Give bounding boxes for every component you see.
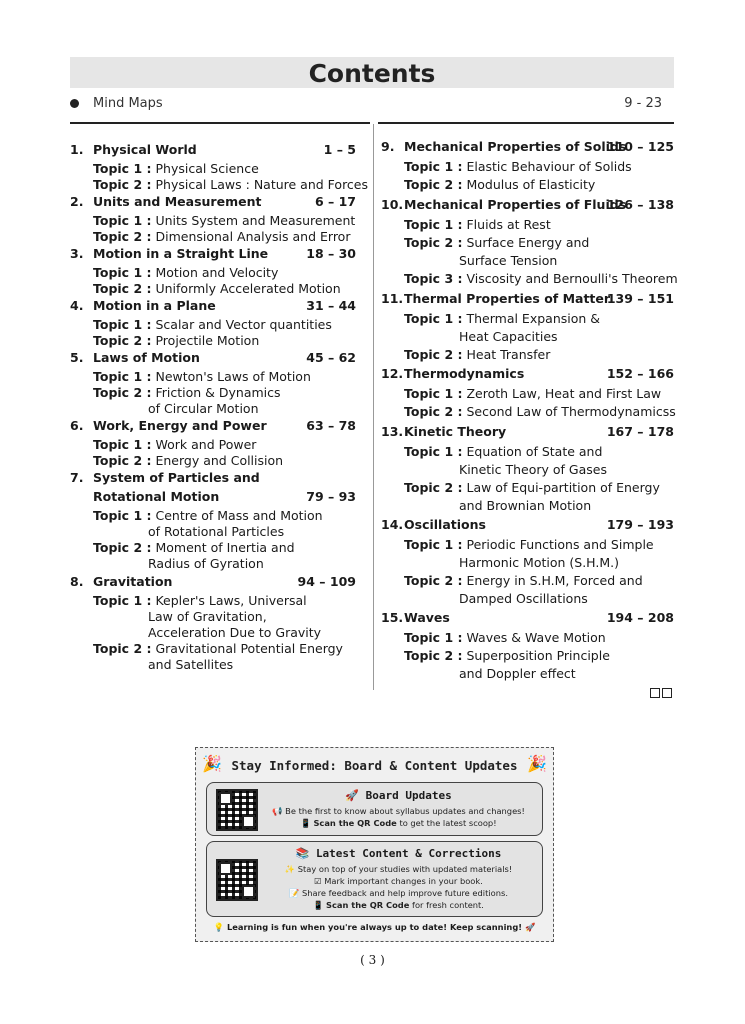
- topic-label: Topic 2 :: [404, 404, 463, 419]
- topic-text: Dimensional Analysis and Error: [155, 229, 351, 244]
- content-updates-line: ✨ Stay on top of your studies with updated materials!: [284, 864, 513, 874]
- topic-text: Physical Laws : Nature and Forces: [155, 177, 369, 192]
- topic-line[interactable]: [93, 540, 295, 556]
- chapter-pages: 194 – 208: [606, 610, 674, 625]
- topic-text-continued: Harmonic Motion (S.H.M.): [459, 555, 619, 570]
- topic-text-continued: Surface Tension: [459, 253, 558, 268]
- bullet-icon: [70, 99, 79, 108]
- chapter-name: Waves: [404, 610, 450, 625]
- chapter-number: 4.: [70, 298, 84, 313]
- chapter-name: Kinetic Theory: [404, 424, 507, 439]
- topic-label: Topic 2 :: [93, 229, 152, 244]
- content-updates-line: ☑ Mark important changes in your book.: [314, 876, 483, 886]
- box-glyph-icon: [650, 688, 660, 698]
- topic-label: Topic 1 :: [93, 593, 152, 608]
- chapter-heading[interactable]: [70, 246, 356, 262]
- topic-text: Centre of Mass and Motion: [155, 508, 323, 523]
- topic-line[interactable]: [404, 444, 602, 460]
- chapter-name: Mechanical Properties of Fluids: [404, 197, 627, 212]
- chapter-name: Work, Energy and Power: [93, 418, 267, 433]
- topic-label: Topic 1 :: [93, 369, 152, 384]
- chapter-pages: 79 – 93: [306, 489, 356, 504]
- topic-label: Topic 2 :: [404, 235, 463, 250]
- topic-text-continued: Acceleration Due to Gravity: [148, 625, 322, 640]
- topic-label: Topic 1 :: [404, 630, 463, 645]
- chapter-number: 12.: [381, 366, 404, 381]
- topic-label: Topic 1 :: [93, 437, 152, 452]
- chapter-heading[interactable]: [70, 574, 356, 590]
- chapter-number: 5.: [70, 350, 84, 365]
- topic-label: Topic 1 :: [404, 217, 463, 232]
- topic-label: Topic 1 :: [404, 537, 463, 552]
- chapter-heading[interactable]: [381, 424, 674, 440]
- topic-line[interactable]: [93, 641, 343, 657]
- topic-label: Topic 2 :: [404, 347, 463, 362]
- topic-text: Friction & Dynamics: [155, 385, 281, 400]
- topic-line[interactable]: [93, 369, 311, 385]
- content-updates-heading: 📚 Latest Content & Corrections: [295, 847, 502, 860]
- updates-box-footer: 💡 Learning is fun when you're always up to date! Keep scanning! 🚀: [213, 922, 536, 932]
- topic-line[interactable]: [404, 159, 632, 175]
- chapter-name: Thermal Properties of Matter: [404, 291, 611, 306]
- topic-text: Elastic Behaviour of Solids: [466, 159, 632, 174]
- mind-maps-pages: 9 - 23: [624, 96, 662, 111]
- topic-text-continued: Kinetic Theory of Gases: [459, 462, 607, 477]
- topic-line[interactable]: [404, 217, 551, 233]
- topic-label: Topic 2 :: [93, 333, 152, 348]
- board-updates-panel: [206, 782, 543, 836]
- chapter-number: 1.: [70, 142, 84, 157]
- chapter-heading[interactable]: [381, 517, 674, 533]
- topic-line[interactable]: [93, 177, 368, 193]
- updates-box: [195, 747, 554, 942]
- end-marks: [650, 688, 674, 701]
- chapter-heading[interactable]: [381, 291, 674, 307]
- chapter-heading[interactable]: [70, 142, 356, 158]
- chapter-name: Motion in a Plane: [93, 298, 216, 313]
- topic-text: Gravitational Potential Energy: [155, 641, 343, 656]
- topic-text: Work and Power: [155, 437, 257, 452]
- mind-maps-label: Mind Maps: [93, 96, 163, 111]
- chapter-number: 2.: [70, 194, 84, 209]
- chapter-pages: 18 – 30: [306, 246, 356, 261]
- topic-label: Topic 1 :: [93, 265, 152, 280]
- page-title: Contents: [308, 59, 436, 88]
- party-popper-icon: 🎉: [527, 754, 547, 773]
- page-number: ( 3 ): [360, 953, 385, 967]
- topic-text: Second Law of Thermodynamicss: [466, 404, 676, 419]
- topic-label: Topic 1 :: [404, 386, 463, 401]
- chapter-pages: 45 – 62: [306, 350, 356, 365]
- chapter-name: Thermodynamics: [404, 366, 525, 381]
- chapter-pages: 6 – 17: [314, 194, 356, 209]
- topic-text-continued: Law of Gravitation,: [148, 609, 267, 624]
- chapter-pages: 110 – 125: [606, 139, 674, 154]
- topic-line[interactable]: [404, 537, 654, 553]
- topic-label: Topic 2 :: [93, 385, 152, 400]
- board-updates-line: 📢 Be the first to know about syllabus updates and changes!: [272, 806, 525, 816]
- topic-line[interactable]: [93, 161, 259, 177]
- updates-box-title: Stay Informed: Board & Content Updates: [231, 758, 518, 773]
- topic-line[interactable]: [404, 235, 589, 251]
- topic-line[interactable]: [93, 213, 355, 229]
- topic-line[interactable]: [93, 229, 350, 245]
- chapter-pages: 94 – 109: [297, 574, 356, 589]
- topic-text: Fluids at Rest: [466, 217, 551, 232]
- chapter-number: 13.: [381, 424, 404, 439]
- topic-text: Energy in S.H.M, Forced and: [466, 573, 643, 588]
- chapter-number: 6.: [70, 418, 84, 433]
- chapter-pages: 63 – 78: [306, 418, 356, 433]
- content-updates-line: 📝 Share feedback and help improve future editions.: [289, 888, 508, 898]
- topic-label: Topic 3 :: [404, 271, 463, 286]
- divider-rule-left: [70, 122, 370, 124]
- topic-text: Zeroth Law, Heat and First Law: [466, 386, 662, 401]
- topic-text: Surface Energy and: [466, 235, 590, 250]
- topic-line[interactable]: [93, 317, 332, 333]
- chapter-heading[interactable]: [381, 139, 674, 155]
- topic-line[interactable]: [404, 311, 600, 327]
- chapter-heading-continued[interactable]: [93, 489, 356, 505]
- chapter-name: Physical World: [93, 142, 197, 157]
- topic-label: Topic 2 :: [93, 641, 152, 656]
- topic-text: Units System and Measurement: [155, 213, 356, 228]
- topic-line[interactable]: [404, 177, 595, 193]
- topic-label: Topic 2 :: [93, 540, 152, 555]
- topic-text-continued: Radius of Gyration: [148, 556, 264, 571]
- mind-maps-entry[interactable]: [70, 96, 674, 114]
- chapter-number: 7.: [70, 470, 84, 485]
- chapter-number: 11.: [381, 291, 404, 306]
- topic-label: Topic 1 :: [93, 161, 152, 176]
- board-updates-heading: 🚀 Board Updates: [345, 789, 452, 802]
- topic-line[interactable]: [404, 573, 643, 589]
- topic-text: Periodic Functions and Simple: [466, 537, 654, 552]
- topic-text: Waves & Wave Motion: [466, 630, 606, 645]
- qr-code-icon[interactable]: [216, 789, 258, 831]
- chapter-heading[interactable]: [381, 610, 674, 626]
- chapter-name: Rotational Motion: [93, 489, 220, 504]
- chapter-name: Gravitation: [93, 574, 173, 589]
- chapter-pages: 1 – 5: [323, 142, 356, 157]
- chapter-heading[interactable]: [70, 194, 356, 210]
- topic-label: Topic 2 :: [404, 177, 463, 192]
- topic-text: Moment of Inertia and: [155, 540, 295, 555]
- topic-label: Topic 2 :: [404, 648, 463, 663]
- topic-label: Topic 2 :: [93, 281, 152, 296]
- chapter-pages: 31 – 44: [306, 298, 356, 313]
- topic-text: Modulus of Elasticity: [466, 177, 596, 192]
- topic-text: Newton's Laws of Motion: [155, 369, 311, 384]
- topic-label: Topic 1 :: [93, 317, 152, 332]
- chapter-name: Mechanical Properties of Solids: [404, 139, 627, 154]
- topic-text: Viscosity and Bernoulli's Theorem: [466, 271, 678, 286]
- topic-text: Superposition Principle: [466, 648, 610, 663]
- topic-line[interactable]: [404, 404, 676, 420]
- chapter-heading[interactable]: [381, 366, 674, 382]
- chapter-heading[interactable]: [70, 470, 356, 486]
- chapter-number: 15.: [381, 610, 404, 625]
- topic-text-continued: Heat Capacities: [459, 329, 558, 344]
- topic-text: Heat Transfer: [466, 347, 551, 362]
- topic-line[interactable]: [93, 281, 341, 297]
- content-updates-scan-line: 📱 Scan the QR Code for fresh content.: [313, 900, 484, 910]
- contents-title-bar: [70, 57, 674, 88]
- topic-label: Topic 1 :: [93, 213, 152, 228]
- topic-text: Physical Science: [155, 161, 259, 176]
- topic-line[interactable]: [93, 437, 256, 453]
- chapter-number: 14.: [381, 517, 404, 532]
- chapter-name: Oscillations: [404, 517, 486, 532]
- topic-text: Kepler's Laws, Universal: [155, 593, 307, 608]
- chapter-name: System of Particles and: [93, 470, 260, 485]
- chapter-number: 3.: [70, 246, 84, 261]
- chapter-name: Motion in a Straight Line: [93, 246, 269, 261]
- chapter-pages: 179 – 193: [606, 517, 674, 532]
- topic-line[interactable]: [404, 347, 550, 363]
- topic-text: Thermal Expansion &: [466, 311, 601, 326]
- topic-label: Topic 1 :: [404, 311, 463, 326]
- topic-line[interactable]: [93, 508, 323, 524]
- chapter-heading[interactable]: [70, 350, 356, 366]
- chapter-pages: 139 – 151: [606, 291, 674, 306]
- chapter-heading[interactable]: [381, 197, 674, 213]
- topic-text: Law of Equi-partition of Energy: [466, 480, 660, 495]
- chapter-heading[interactable]: [70, 298, 356, 314]
- topic-label: Topic 2 :: [404, 480, 463, 495]
- topic-label: Topic 2 :: [404, 573, 463, 588]
- topic-text-continued: and Satellites: [148, 657, 234, 672]
- chapter-name: Units and Measurement: [93, 194, 262, 209]
- topic-text-continued: and Brownian Motion: [459, 498, 592, 513]
- topic-text: Projectile Motion: [155, 333, 260, 348]
- chapter-pages: 167 – 178: [606, 424, 674, 439]
- chapter-pages: 126 – 138: [606, 197, 674, 212]
- chapter-number: 8.: [70, 574, 84, 589]
- topic-line[interactable]: [404, 271, 678, 287]
- chapter-heading[interactable]: [70, 418, 356, 434]
- chapter-number: 10.: [381, 197, 404, 212]
- chapter-pages: 152 – 166: [606, 366, 674, 381]
- topic-text: Scalar and Vector quantities: [155, 317, 332, 332]
- topic-line[interactable]: [93, 385, 281, 401]
- topic-text-continued: Damped Oscillations: [459, 591, 588, 606]
- content-updates-panel: [206, 841, 543, 917]
- topic-text: Equation of State and: [466, 444, 603, 459]
- topic-label: Topic 1 :: [404, 444, 463, 459]
- topic-text-continued: and Doppler effect: [459, 666, 576, 681]
- chapter-number: 9.: [381, 139, 395, 154]
- board-updates-scan-line: 📱 Scan the QR Code to get the latest scoop!: [300, 818, 497, 828]
- chapter-name: Laws of Motion: [93, 350, 200, 365]
- topic-text: Energy and Collision: [155, 453, 284, 468]
- topic-line[interactable]: [93, 593, 307, 609]
- topic-line[interactable]: [404, 648, 610, 664]
- divider-rule-right: [378, 122, 674, 124]
- qr-code-icon[interactable]: [216, 859, 258, 901]
- topic-label: Topic 2 :: [93, 177, 152, 192]
- topic-line[interactable]: [404, 386, 661, 402]
- topic-line[interactable]: [404, 480, 660, 496]
- topic-text-continued: of Rotational Particles: [148, 524, 285, 539]
- topic-label: Topic 2 :: [93, 453, 152, 468]
- topic-line[interactable]: [93, 265, 278, 281]
- topic-line[interactable]: [404, 630, 606, 646]
- box-glyph-icon: [662, 688, 672, 698]
- topic-text: Uniformly Accelerated Motion: [155, 281, 341, 296]
- topic-line[interactable]: [93, 333, 259, 349]
- topic-text-continued: of Circular Motion: [148, 401, 259, 416]
- topic-text: Motion and Velocity: [155, 265, 279, 280]
- party-popper-icon: 🎉: [202, 754, 222, 773]
- topic-line[interactable]: [93, 453, 283, 469]
- topic-label: Topic 1 :: [93, 508, 152, 523]
- topic-label: Topic 1 :: [404, 159, 463, 174]
- column-divider: [373, 124, 374, 690]
